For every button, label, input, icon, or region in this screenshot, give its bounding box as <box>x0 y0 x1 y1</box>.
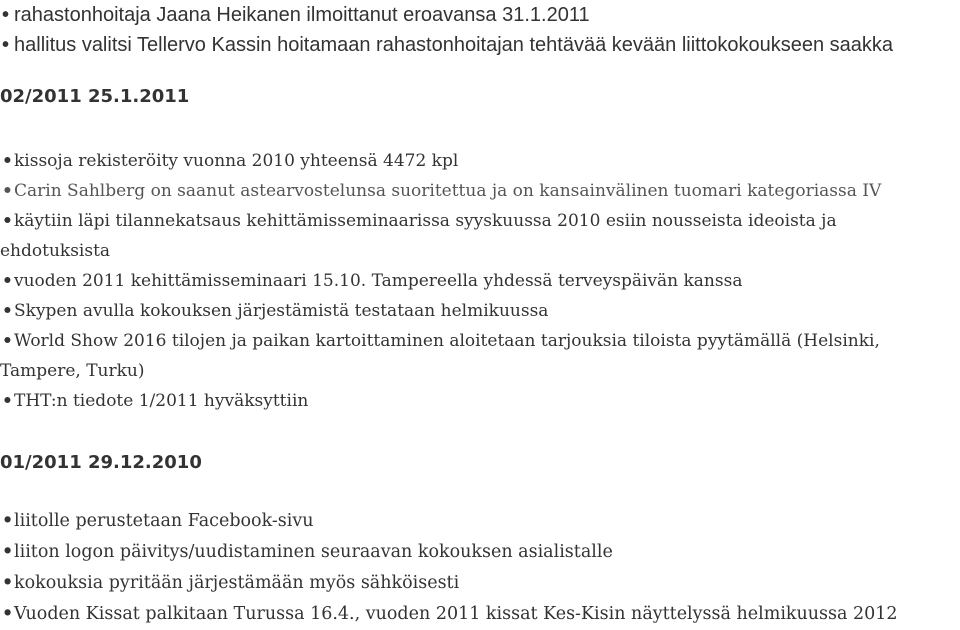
meeting1-list <box>0 146 960 416</box>
list-item <box>0 146 960 176</box>
list-item <box>0 568 960 599</box>
bullet: • <box>2 4 10 26</box>
list-item-text: kissoja rekisteröity vuonna 2010 yhteensä 4472 kpl <box>14 151 459 171</box>
list-item-text: vuoden 2011 kehittämisseminaari 15.10. Tampereella yhdessä terveyspäivän kanssa <box>14 271 743 291</box>
list-item <box>0 296 960 326</box>
top-list <box>0 0 960 60</box>
bullet: • <box>2 301 13 321</box>
bullet: • <box>2 151 13 171</box>
list-item <box>0 537 960 568</box>
bullet: • <box>2 271 13 291</box>
list-item-text: kokouksia pyritään järjestämään myös sähköisesti <box>14 573 460 593</box>
bullet: • <box>2 34 10 56</box>
list-item <box>0 0 960 30</box>
meeting-heading: 01/2011 29.12.2010 <box>0 452 202 473</box>
bullet: • <box>2 542 14 562</box>
list-item-text: rahastonhoitaja Jaana Heikanen ilmoittanut eroavansa 31.1.2011 <box>14 4 590 26</box>
list-item <box>0 506 960 537</box>
list-item-text: Carin Sahlberg on saanut astearvostelunsa suoritettua ja on kansainvälinen tuomari kategoriassa IV <box>14 181 882 201</box>
list-item <box>0 206 960 266</box>
list-item <box>0 326 960 386</box>
list-item-text: Skypen avulla kokouksen järjestämistä testataan helmikuussa <box>14 301 549 321</box>
list-item-text: käytiin läpi tilannekatsaus kehittämisseminaarissa syyskuussa 2010 esiin nousseista ideoista ja <box>14 211 837 231</box>
bullet: • <box>2 331 13 351</box>
list-item-continuation: Tampere, Turku) <box>0 361 145 381</box>
meeting-heading: 02/2011 25.1.2011 <box>0 86 190 107</box>
meeting2-list <box>0 506 960 630</box>
list-item <box>0 386 960 416</box>
list-item-text: liiton logon päivitys/uudistaminen seuraavan kokouksen asialistalle <box>14 542 613 562</box>
bullet: • <box>2 604 14 624</box>
list-item <box>0 599 960 630</box>
list-item <box>0 266 960 296</box>
bullet: • <box>2 391 13 411</box>
list-item-text: Vuoden Kissat palkitaan Turussa 16.4., vuoden 2011 kissat Kes-Kisin näyttelyssä helmikuussa 2012 <box>14 604 898 624</box>
list-item <box>0 30 960 60</box>
list-item-text: THT:n tiedote 1/2011 hyväksyttiin <box>14 391 309 411</box>
bullet: • <box>2 181 13 201</box>
list-item-continuation: ehdotuksista <box>0 241 111 261</box>
list-item-text: liitolle perustetaan Facebook-sivu <box>14 511 314 531</box>
bullet: • <box>2 211 13 231</box>
bullet: • <box>2 511 14 531</box>
list-item-text: hallitus valitsi Tellervo Kassin hoitamaan rahastonhoitajan tehtävää kevään liittokokoukseen saakka <box>14 34 894 56</box>
bullet: • <box>2 573 14 593</box>
list-item-text: World Show 2016 tilojen ja paikan kartoittaminen aloitetaan tarjouksia tiloista pyytämällä (Helsinki, <box>14 331 880 351</box>
list-item <box>0 176 960 206</box>
